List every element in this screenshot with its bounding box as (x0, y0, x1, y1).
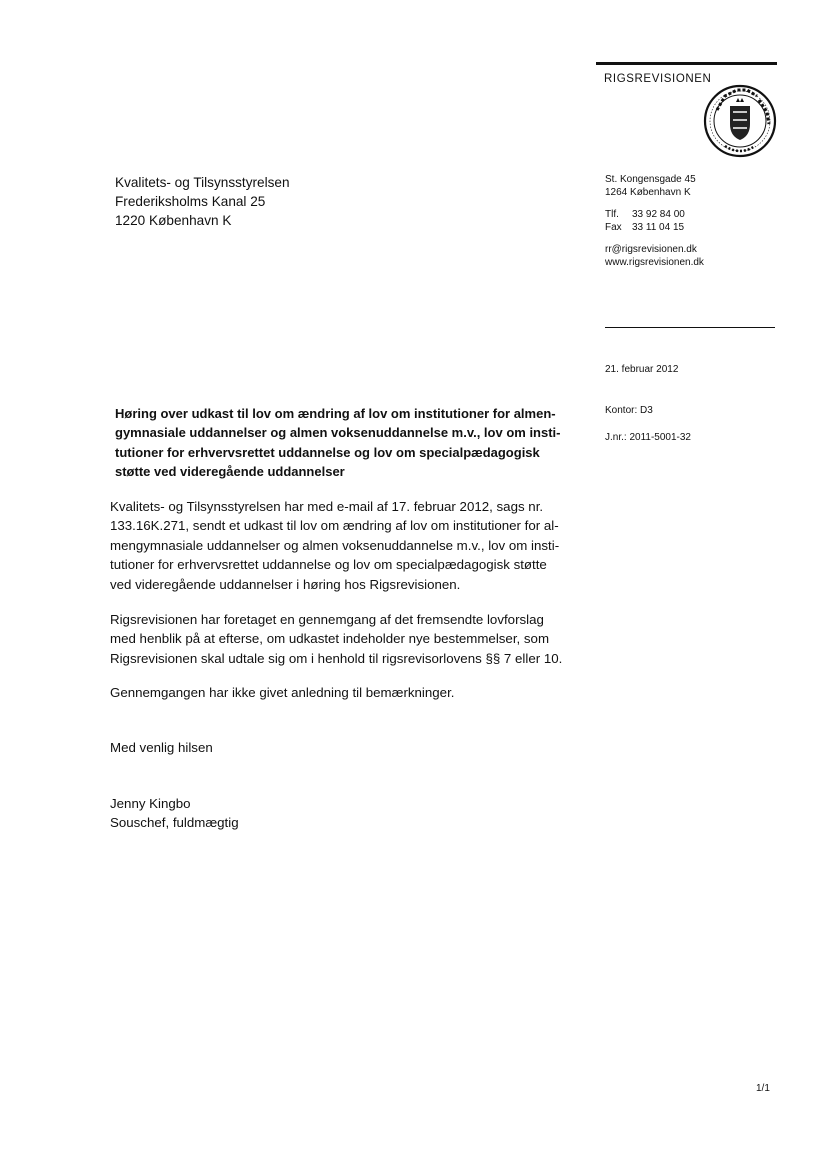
signer-title: Souschef, fuldmægtig (110, 815, 239, 831)
phone-label: Tlf. (605, 209, 619, 220)
signer-name: Jenny Kingbo (110, 796, 191, 811)
recipient-name: Kvalitets- og Tilsynsstyrelsen (115, 175, 290, 190)
subject-line: tutioner for erhvervsrettet uddannelse og lov om specialpædagogisk (115, 444, 540, 460)
sender-city: 1264 København K (605, 187, 691, 198)
body-paragraph-2 (110, 610, 580, 668)
subject-line: støtte ved videregående uddannelser (115, 464, 345, 480)
sender-email: rr@rigsrevisionen.dk (605, 244, 697, 255)
recipient-city: 1220 København K (115, 213, 232, 228)
journal-number: J.nr.: 2011-5001-32 (605, 432, 691, 443)
paragraph-line: 133.16K.271, sendt et udkast til lov om ændring af lov om institutioner for al- (110, 518, 559, 534)
fax-number: 33 11 04 15 (632, 222, 685, 233)
sidebar-divider (605, 327, 775, 328)
header-rule (596, 62, 777, 65)
recipient-address (115, 173, 290, 230)
paragraph-line: med henblik på at efterse, om udkastet indeholder nye bestemmelser, som (110, 631, 550, 647)
sender-fax (605, 221, 704, 234)
sender-street: St. Kongensgade 45 (605, 174, 696, 185)
subject-line: Høring over udkast til lov om ændring af lov om institutioner for almen- (115, 406, 556, 421)
subject-line: gymnasiale uddannelser og almen voksenuddannelse m.v., lov om insti- (115, 425, 561, 441)
office-reference: Kontor: D3 (605, 405, 653, 416)
signature-block (110, 794, 580, 833)
sender-website: www.rigsrevisionen.dk (605, 257, 704, 268)
fax-label: Fax (605, 222, 622, 233)
page-number: 1/1 (756, 1083, 770, 1094)
sender-phone (605, 208, 704, 221)
body-paragraph-1 (110, 497, 580, 594)
paragraph-line: mengymnasiale uddannelser og almen voksenuddannelse m.v., lov om insti- (110, 537, 560, 553)
letter-subject (115, 404, 580, 482)
paragraph-line: Rigsrevisionen har foretaget en gennemgang af det fremsendte lovforslag (110, 612, 544, 627)
paragraph-line: ved videregående uddannelser i høring hos Rigsrevisionen. (110, 576, 461, 592)
paragraph-line: Kvalitets- og Tilsynsstyrelsen har med e-mail af 17. februar 2012, sags nr. (110, 499, 544, 514)
folketinget-seal-icon (703, 84, 777, 158)
letter-date: 21. februar 2012 (605, 364, 679, 375)
paragraph-line: Rigsrevisionen skal udtale sig om i henhold til rigsrevisorlovens §§ 7 eller 10. (110, 650, 563, 666)
organization-name: RIGSREVISIONEN (604, 73, 712, 85)
closing-greeting: Med venlig hilsen (110, 740, 213, 755)
recipient-street: Frederiksholms Kanal 25 (115, 194, 266, 209)
body-paragraph-3: Gennemgangen har ikke givet anledning til bemærkninger. (110, 685, 455, 700)
phone-number: 33 92 84 00 (632, 209, 685, 220)
paragraph-line: tutioner for erhvervsrettet uddannelse og lov om specialpædagogisk støtte (110, 557, 547, 573)
sender-contact (605, 173, 704, 269)
